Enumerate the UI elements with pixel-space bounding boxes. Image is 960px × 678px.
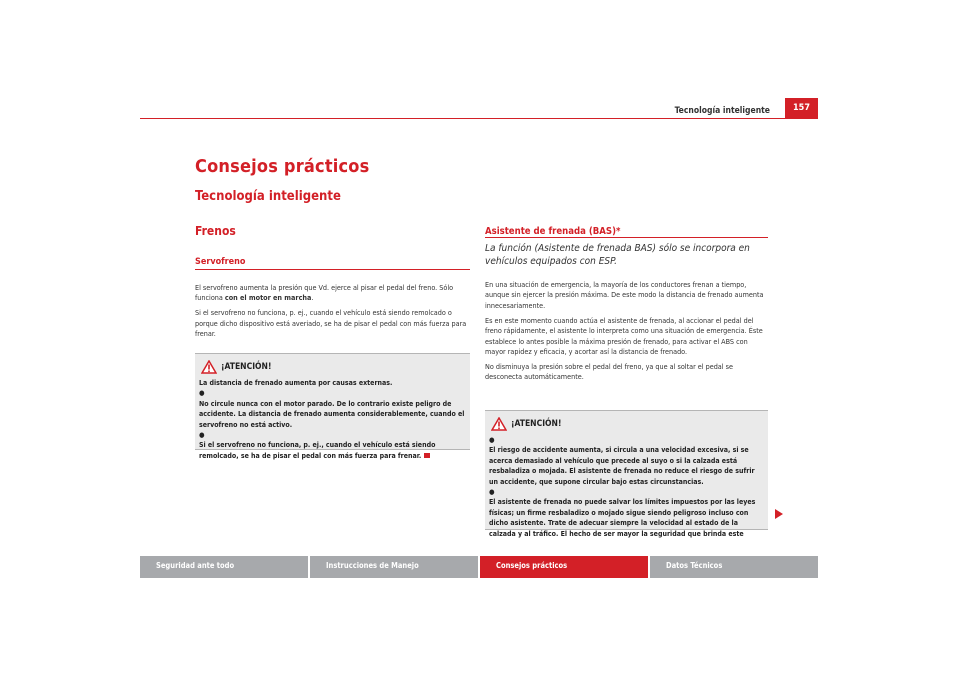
section-heading: Tecnología inteligente	[195, 189, 341, 204]
right-body	[485, 280, 768, 387]
bas-intro: La función (Asistente de frenada BAS) sólo se incorpora en vehículos equipados con ESP.	[485, 243, 750, 267]
warning-item: ● No circule nunca con el motor parado. De lo contrario existe peligro de accidente. La distancia de frenado aumenta considerablemente, cuando el servofreno no está activo.	[199, 389, 465, 429]
minor-heading-rule	[195, 269, 470, 270]
warning-triangle-icon	[491, 417, 507, 431]
warning-lead: La distancia de frenado aumenta por causas externas.	[199, 379, 393, 387]
footer-nav	[140, 556, 818, 578]
footer-tab-seguridad[interactable]: Seguridad ante todo	[140, 556, 308, 578]
left-body	[195, 283, 470, 344]
warning-box-left	[195, 353, 470, 460]
header-rule	[140, 118, 818, 119]
left-paragraph-2: Si el servofreno no funciona, p. ej., cuando el vehículo está siendo remolcado o porque dicho dispositivo está averiado, se ha de pisar el pedal con más fuerza para frenar.	[195, 308, 467, 339]
warning-item: ● Si el servofreno no funciona, p. ej., cuando el vehículo está siendo remolcado, se ha de pisar el pedal con más fuerza para frenar.	[199, 431, 436, 460]
right-paragraph: No disminuya la presión sobre el pedal del freno, ya que al soltar el pedal se desconecta automáticamente.	[485, 361, 733, 382]
minor-heading: Servofreno	[195, 257, 246, 267]
warning-body	[199, 378, 466, 461]
warning-title: ¡ATENCIÓN!	[221, 362, 272, 372]
warning-triangle-icon	[201, 360, 217, 374]
running-title: Tecnología inteligente	[674, 106, 770, 116]
end-of-section-marker	[424, 453, 430, 458]
warning-item: ● El asistente de frenada no puede salvar los límites impuestos por las leyes físicas; un firme resbaladizo o mojado sigue siendo peligroso incluso con dicho asistente. Trate de adecuar siempre la velocidad al estado de la calzada y al tráfico. El hecho de ser mayor la seguridad que brinda este	[489, 488, 756, 538]
page-number: 157	[785, 98, 818, 118]
footer-tab-instrucciones[interactable]: Instrucciones de Manejo	[310, 556, 478, 578]
left-paragraph-1: El servofreno aumenta la presión que Vd. ejerce al pisar el pedal del freno. Sólo funciona con el motor en marcha.	[195, 283, 454, 303]
footer-tab-datos[interactable]: Datos Técnicos	[650, 556, 818, 578]
footer-tab-consejos[interactable]: Consejos prácticos	[480, 556, 648, 578]
warning-box-right	[485, 410, 768, 538]
right-paragraph: En una situación de emergencia, la mayoría de los conductores frenan a tiempo, aunque sin ejercer la presión máxima. De este modo la distancia de frenado aumenta innecesariamente.	[485, 280, 764, 310]
subsection-heading: Frenos	[195, 224, 236, 238]
bas-heading-rule	[485, 237, 768, 238]
warning-item: ● El riesgo de accidente aumenta, si circula a una velocidad excesiva, si se acerca demasiado al vehículo que precede al suyo o si la calzada está resbaladiza o mojada. El asistente de frenada no reduce el riesgo de sufrir un accidente, que supone circular bajo estas circunstancias.	[489, 436, 755, 486]
next-page-arrow-icon	[775, 509, 783, 519]
warning-body	[489, 435, 764, 539]
chapter-heading: Consejos prácticos	[195, 156, 370, 177]
right-paragraph: Es en este momento cuando actúa el asistente de frenada, al accionar el pedal del freno rápidamente, el asistente lo interpreta como una situación de emergencia. Éste establece lo antes posible la máxima presión de frenado, para activar el ABS con mayor rapidez y eficacia, y acortar así la distancia de frenado.	[485, 315, 763, 356]
warning-title: ¡ATENCIÓN!	[511, 419, 562, 429]
bas-heading: Asistente de frenada (BAS)*	[485, 226, 621, 237]
